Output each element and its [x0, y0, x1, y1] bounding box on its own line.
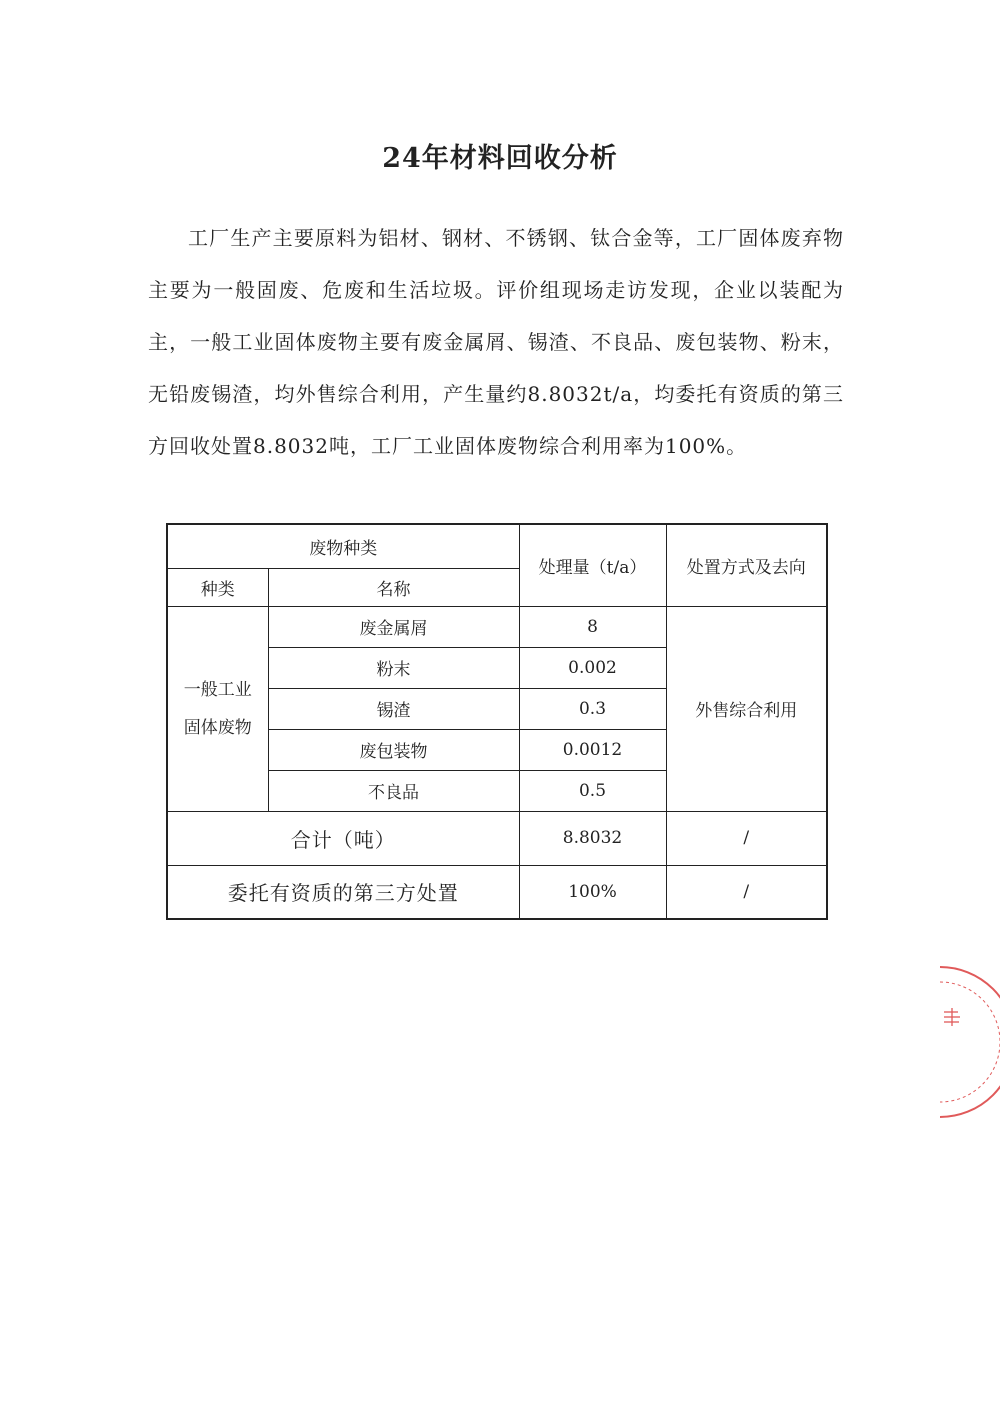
- table-row: [167, 606, 827, 647]
- seal-inner-arc: [940, 982, 1000, 1102]
- total-row: [167, 811, 827, 865]
- row-name: 废包装物: [268, 729, 519, 770]
- waste-table: [166, 523, 828, 920]
- group-category: [167, 606, 268, 811]
- third-party-label: 委托有资质的第三方处置: [167, 865, 519, 919]
- row-amount: 0.3: [519, 688, 666, 729]
- group-category-label: 一般工业固体废物: [183, 679, 252, 738]
- header-name: 名称: [268, 568, 519, 606]
- header-disposal: 处置方式及去向: [666, 524, 827, 606]
- third-party-amount: 100%: [519, 865, 666, 919]
- partial-seal-stamp: [940, 962, 1000, 1122]
- total-disposal: /: [666, 811, 827, 865]
- third-party-disposal: /: [666, 865, 827, 919]
- page-title: 24年材料回收分析: [382, 143, 618, 174]
- total-label: 合计（吨）: [167, 811, 519, 865]
- row-name: 废金属屑: [268, 606, 519, 647]
- row-amount: 0.002: [519, 647, 666, 688]
- row-name: 锡渣: [268, 688, 519, 729]
- row-amount: 0.5: [519, 770, 666, 811]
- third-party-row: [167, 865, 827, 919]
- row-amount: 8: [519, 606, 666, 647]
- total-amount: 8.8032: [519, 811, 666, 865]
- row-name: 不良品: [268, 770, 519, 811]
- group-disposal: 外售综合利用: [666, 606, 827, 811]
- seal-marks: [944, 1008, 960, 1026]
- header-category: 种类: [167, 568, 268, 606]
- row-name: 粉末: [268, 647, 519, 688]
- row-amount: 0.0012: [519, 729, 666, 770]
- body-paragraph: 工厂生产主要原料为铝材、钢材、不锈钢、钛合金等，工厂固体废弃物主要为一般固废、危废和生活垃圾。评价组现场走访发现，企业以装配为主，一般工业固体废物主要有废金属屑、锡渣、不良品、废包装物、粉末，无铅废锡渣，均外售综合利用，产生量约8.8032t/a，均委托有资质的第三方回收处置8.8032吨，工厂工业固体废物综合利用率为100%。: [148, 226, 844, 458]
- header-amount: 处理量（t/a）: [519, 524, 666, 606]
- header-waste-type: 废物种类: [167, 524, 519, 568]
